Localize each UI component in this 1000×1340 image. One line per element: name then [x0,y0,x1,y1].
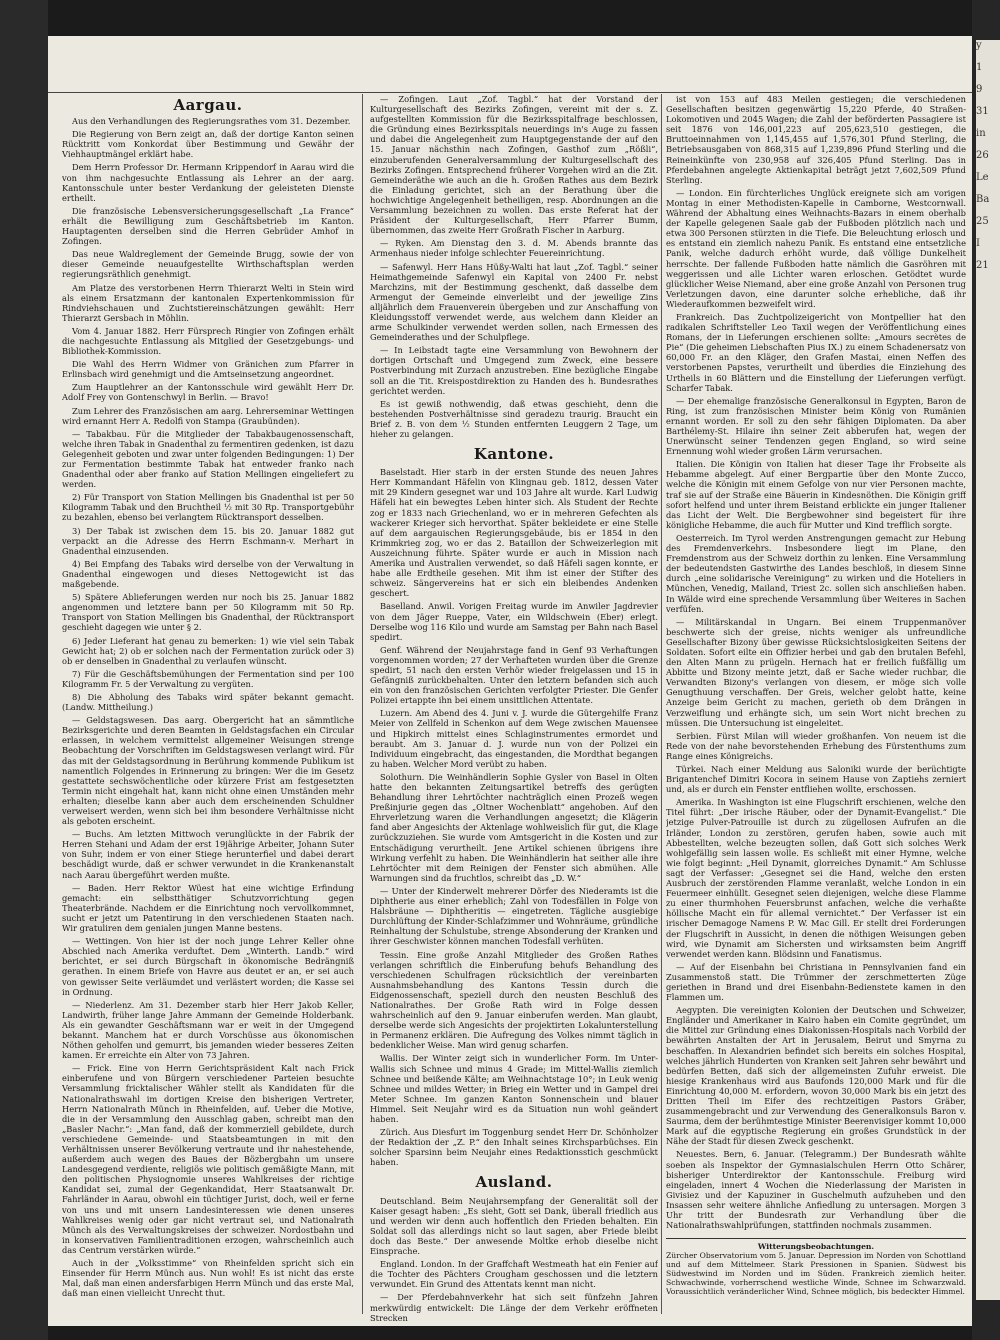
paragraph: — Unter der Kinderwelt mehrerer Dörfer des Niederamts ist die Diphtherie aus einer erheblich; Zahl von Todesfällen in Folge von Halsbräune — Diphtheritis — eingetreten. Tägliche ausgiebige Durchlüftung der Kinder-Schlafzimmer und Wohnräume, gründliche Reinhaltung der Schulstube, strenge Absonderung der Kranken und ihrer Geschwister können manchen Todesfall verhüten. [370,885,658,947]
paragraph: Am Platze des verstorbenen Herrn Thierarzt Welti in Stein wird als einem Ersatzmann der kantonalen Expertenkommission für Rindviehschauen und Zuchtstiereinschätzungen gewählt: Herr Thierarzt Gersbach in Möhlin. [62,282,354,323]
column-divider-2 [661,94,662,1314]
paragraph: — London. Ein fürchterliches Unglück ereignete sich am vorigen Montag in einer Methodisten-Kapelle in Camborne, Westcornwall. Während der Abhaltung eines Weihnachts-Bazars in einem oberhalb der Kapelle gelegenen Saale gab der Fußboden plötzlich nach und etwa 300 Personen stürzten in die Tiefe. Die Beleuchtung erlosch und es entstand ein ziemlich nahezu Panik. Es entstand eine entsetzliche Panik, welche dadurch erhöht wurde, daß völlige Dunkelheit herrschte. Der fallende Fußboden hatte nämlich die Gasröhren mit weggerissen und alle Lichter waren erloschen. Getödtet wurde glücklicher Weise Niemand, aber eine große Anzahl von Personen trug Verletzungen davon, eine darunter solche erhebliche, daß ihr Wiederaufkommen bezweifelt wird. [666,187,966,309]
paragraph: Amerika. In Washington ist eine Flugschrift erschienen, welche den Titel führt: „Der irische Räuber, oder der Dynamit-Evangelist.“ Die jetzige Pulver-Patrouille ist durch zu zügellosen Aufrufen an die Irländer, London zu zerstören, gerufen haben, sowie auch mit Abbestellten, welche bezeugten sollen, daß Gott sich solches Werk wohlgefällig sein lassen wolle. Es schließt mit einer Hymne, welche wie folgt beginnt: „Heil Dynamit, glorreiches Dynamit.“ Am Schlusse sagt der Verfasser: „Gesegnet sei die Hand, welche den ersten Ausbruch der zerstörenden Flamme veranlaßt, welche London in ein Feuermeer einhüllt. Gesegnet seien diejenigen, welche diese Flamme zu einer thurmhohen Feuersbrunst anfachen, welche die verhaßte höllische Macht ein für allemal vernichtet.“ Der Verfasser ist ein irischer Demagoge Namens P. W. Mac Gill. Er stellt drei Forderungen der Flugschrift in Aussicht, in denen die nöthigen Weisungen geben wird, wie Dynamit am Sichersten und wirksamsten beim Angriff verwendet werden kann. Blödsinn und Fanatismus. [666,797,966,959]
paragraph: — Militärskandal in Ungarn. Bei einem Truppenmanöver beschwerte sich der greise, nichts weniger als unfreundliche Gesellschafter Bizony über gewisse Rücksichtslosigkeiten Seitens der Soldaten. Sofort eilte ein Offizier herbei und gab den brutalen Befehl, den Alten Mann zu prügeln. Hernach hat er freilich fußfällig um Abbitte und Bizony meinte jetzt, daß er Sache wieder ruchbar, die Verwandten Bizony's verlangen von diesem, er möge sich volle Genugthuung verschaffen. Der Greis, welcher gelobt hatte, keine Anzeige beim Gericht zu machen, gerieth ob dem Drängen in Verzweiflung und erhängte sich, um sein Wort nicht brechen zu müssen. Die Untersuchung ist eingeleitet. [666,616,966,728]
paragraph: Frankreich. Das Zuchtpolizeigericht von Montpellier hat den radikalen Schriftsteller Leo Taxil wegen der Veröffentlichung eines Romans, der in Lieferungen erschienen sollte: „Amours secrètes de Pie“ (Die geheimen Liebschaften Pius IX.) zu einem Schadenersatz von 60,000 Fr. an den Kläger, den Grafen Mastai, einen Neffen des verstorbenen Papstes, verurtheilt und überdies die Einziehung des Urtheils in 60 Blättern und die Einstellung der Lieferungen verfügt. Scharfer Tabak. [666,311,966,393]
column-1 [62,94,354,1324]
next-page-fragment [976,40,1000,1300]
paragraph: — In Leibstadt tagte eine Versammlung von Bewohnern der dortigen Ortschaft und Umgegend zum Zweck, eine bessere Postverbindung mit Zurzach anzustreben. Eine bezügliche Eingabe soll an die Tit. Kreispostdirektion zu Handen des h. Bundesrathes gerichtet werden. [370,345,658,396]
column-2 [370,94,658,1324]
paragraph: Baselstadt. Hier starb in der ersten Stunde des neuen Jahres Herr Kommandant Häfelin von Klingnau geb. 1812, dessen Vater mit 29 Kindern gesegnet war und 103 Jahre alt wurde. Karl Ludwig Häfeli hat ein bewegtes Leben hinter sich. Als Student der Rechte zog er 1833 nach Griechenland, wo er in mehreren Gefechten als wackerer Krieger sich hervorthat. Später bekleidete er eine Stelle auf dem aargauischen Regierungsgebäude, bis er 1854 in den Krimmkrieg zog, wo er das 2. Bataillon der Schweizerlegion mit Auszeichnung führte. Später wurde er auch in Mission nach Amerika und Australien verwendet, so daß Häfeli sagen konnte, er habe alle Erdtheile gesehen. Mit ihm ist einer der Stifter des schweiz. Sängervereins hat er sich ein bleibendes Andenken geschert. [370,467,658,599]
paragraph: Vom 4. Januar 1882. Herr Fürsprech Ringier von Zofingen erhält die nachgesuchte Entlassung als Mitglied der Gesetzgebungs- und Bibliothek-Kommission. [62,325,354,357]
paragraph: Aegypten. Die vereinigten Kolonien der Deutschen und Schweizer, Engländer und Amerikaner in Kairo haben ein Comite gegründet, um die Mittel zur Gründung eines Diakonissen-Hospitals nach Vorbild der bewährten Anstalten der Art in Jerusalem, Beirut und Smyrna zu beschaffen. In Alexandrien befindet sich bereits ein solches Hospital, welches jährlich Hunderten von Kranken seit Jahren sehr bewährt und bedürfen Betten, daß sich der allgemeinsten Zufuhr erweist. Die hiesige Krankenhaus wird aus Baufonds 120,000 Mark und für die Einrichtung 40,000 M. erfordern, wovon 30,000 Mark bis ein jetzt des Dritten Theil im Eifer des rechtzeitigen Pastors Gräber, zusammengebracht und zur Verwendung des Generalkonsuls Baron v. Saurma, dem der berühmtestige Minister Beerenvisiger kommt 10,000 Mark auf die egyptische Regierung ein großes Grundstück in der Nähe der Stadt für diesen Zweck geschenkt. [666,1005,966,1147]
paragraph: Solothurn. Die Weinhändlerin Sophie Gysler von Basel in Olten hatte den bekannten Zeitungsartikel betreffs des gerügten Behandlung ihrer Lehrtöchter nachträglich einen Prozeß wegen Preßinjurie gegen das „Oltner Wochenblatt“ angehoben. Auf den Ehrverletzung waren die Verhandlungen angesetzt; die Klägerin fand aber Angesichts der Aktenlage wohlweislich für gut, die Klage zurückzuziehen. Sie wurde vom Amtsgericht in die Kosten und zur Entschädigung verurtheilt. Jene Artikel schienen übrigens ihre Wirkung verfehlt zu haben. Die Weinhändlerin hat seither alle ihre Lehrtöchter mit dem Reinigen der Fenster sich abmühen. Alle Warnungen sind da fruchtlos, schreibt das „D. W.“ [370,771,658,883]
fragment-text: 21 [976,260,989,271]
section-title-kantone: Kantone. [473,445,555,464]
paragraph: 5) Spätere Ablieferungen werden nur noch bis 25. Januar 1882 angenommen und letztere bann per 50 Kilogramm mit 50 Rp. Transport von Station Mellingen bis Gnadenthal, der Rücktransport geschieht dagegen wie unter § 2. [62,592,354,633]
paragraph: Baselland. Anwil. Vorigen Freitag wurde im Anwiler Jagdrevier von dem Jäger Rueppe, Vater, ein Wildschwein (Eber) erlegt. Derselbe wog 116 Kilo und wurde am Samstag per Bahn nach Basel spedirt. [370,601,658,642]
paragraph: Es ist gewiß nothwendig, daß etwas geschieht, denn die bestehenden Postverhältnisse sind geradezu traurig. Braucht ein Brief z. B. von dem ½ Stunden entfernten Leuggern 2 Tage, um hieher zu gelangen. [370,398,658,439]
paragraph: Das neue Waldreglement der Gemeinde Brugg, sowie der von dieser Gemeinde neuaufgestellte Wirthschaftsplan werden regierungsräthlich genehmigt. [62,249,354,280]
paragraph: — Wettingen. Von hier ist der noch junge Lehrer Keller ohne Abschied nach Amerika verduftet. Dem „Winterth. Landb.“ wird berichtet, er sei durch Bürgschaft in ökonomische Bedrängniß gerathen. In einem Briefe von Havre aus deutet er an, er sei auch von gewisser Seite verläumdet und verlästert worden; die Kasse sei in Ordnung. [62,936,354,997]
paragraph: — Geldstagswesen. Das aarg. Obergericht hat an sämmtliche Bezirksgerichte und deren Beamten in Geldstagsfachen ein Circular erlassen, in welchem vermittelst allgemeiner Weisungen strenge Beobachtung der Vorschriften im Geldstagswesen verlangt wird. Für das mit der Geldstagsordnung in Berührung kommende Publikum ist namentlich Folgendes in Erinnerung zu bringen: Wer die im Gesetz gestattete sechswöchentliche oder kürzere Frist am festgesetzten Termin nicht eingehalt hat, kann nicht ohne einen Umständen mehr erhalten; dieselbe kann aber auch dem erscheinenden Schuldner verweisert werden, wenn sich bei ihm besondere Verhältnisse nicht als geboten erscheint. [62,715,354,827]
paragraph: — Tabakbau. Für die Mitglieder der Tabakbaugenossenschaft, welche ihren Tabak in Gnadenthal zu fermentiren gedenken, ist dazu Gelegenheit geboten und zwar unter folgenden Bedingungen: 1) Der zur Fermentation bestimmte Tabak hat entweder franko nach Gnadenthal oder aber franko auf Station Mellingen eingeliefert zu werden. [62,428,354,490]
paragraph: Genf. Während der Neujahrstage fand in Genf 93 Verhaftungen vorgenommen worden; 27 der Verhafteten wurden über die Grenze spedirt, 51 nach den ersten Verhör wieder freigelassen und 15 in Gefängniß zurückbehalten. Unter den letztern befanden sich auch ein von den französischen Gerichten verfolgter Priester. Die Genfer Polizei ertappte ihn bei einem unsittlichen Attentate. [370,644,658,706]
section-title-ausland: Ausland. [475,1173,553,1192]
paragraph: Serbien. Fürst Milan will wieder großhanfen. Von neuem ist die Rede von der nahe bevorstehenden Erhebung des Fürstenthums zum Range eines Königreichs. [666,730,966,761]
fragment-text: I [976,238,980,249]
paragraph: Neuestes. Bern, 6. Januar. (Telegramm.) Der Bundesrath wählte soeben als Inspektor der Gymnasialschulen Herrn Otto Schärer, bisheriger Unterdirektor der Kantonsschule. Freiburg wird eingeladen, innert 4 Wochen die Niederlassung der Maristen in Givisiez und der Kapuziner in Guschelmuth aufzuheben und den Insassen sehr weitere ähnliche Anfiedlung zu untersagen. Morgen 3 Uhr tritt der Bundesrath zur Verhandlung über die Nationalrathswahlprüfungen, stattfinden nochmals zusammen. [666,1149,966,1231]
paragraph: Dem Herrn Professor Dr. Hermann Krippendorf in Aarau wird die von ihm nachgesuchte Entlassung als Lehrer an der aarg. Kantonsschule unter bester Verdankung der geleisteten Dienste ertheilt. [62,162,354,203]
paragraph: — Frick. Eine von Herrn Gerichtspräsident Kalt nach Frick einberufene und von Bürgern verschiedener Parteien besuchte Versammlung fricktalischer Wähler stellt als Kandidaten für die Nationalrathswahl im dortigen Kreise den bisherigen Vertreter, Herrn Nationalrath Münch in Rheinfelden, auf. Ueber die Motive, die in der Versammlung den Ausschlag gaben, schreibt man den „Basler Nachr.“: „Man fand, daß der kommerziell gebildete, durch verschiedene Gemeinde- und Staatsbeamtungen in mit den Verhältnissen unserer Bevölkerung vertraute und ihr nahestehende, außerdem auch wegen des Baues der Bözbergbahn um unsere Landesgegend verdiente, religiös wie politisch gemäßigte Mann, mit den politischen Physiognomie unseres Wahlkreises der richtige Kandidat sei, zumal der Gegenkandidat, Herr Staatsanwalt Dr. Fahrländer in Aarau, obwohl ein tüchtiger Jurist, doch, weil er ferne von uns und mit unsern Landesinteressen wie denen unseres Wahlkreises wenig oder gar nicht vertraut sei, und Nationalrath Münch als des Verwaltungskreises der schweizer. Nordostbahn und in konservativen Familientraditionen erzogen, wahrscheinlich auch das Centrum verstärken würde.“ [62,1063,354,1255]
newspaper-page [48,36,972,1326]
scan-left-margin [0,0,48,1340]
paragraph: — Der Pferdebahnverkehr hat sich seit fünfzehn Jahren merkwürdig entwickelt: Die Länge der dem Verkehr eröffneten Strecken [370,1292,658,1323]
paragraph: — Zofingen. Laut „Zof. Tagbl.“ hat der Vorstand der Kulturgesellschaft des Bezirks Zofingen, vereint mit der s. Z. aufgestellten Kommission für die Bezirksspitalfrage beschlossen, die Gründung eines Bezirksspitals neuerdings in's Auge zu fassen und dabei die Angelegenheit zum Hauptgegenstande der auf den 15. Januar nächsthin nach Zofingen, Gasthof zum „Rößli“, einzuberufenden Generalversammlung der Kulturgesellschaft des Bezirks Zofingen. Entsprechend früherer Vorgehen wird an die Zit. Gemeinderäthe wie auch an die h. Großen Rathes aus dem Bezirk die Einladung gerichtet, sich an der Berathung über die hochwichtige Angelegenheit betheiligen, resp. Abordnungen an die Versammlung bezeichnen zu wollen. Das erste Referat hat der Präsident der Kulturgesellschaft, Herr Pfarrer Bumm, übernommen, das zweite Herr Großrath Fischer in Aarburg. [370,94,658,236]
paragraph: Oesterreich. Im Tyrol werden Anstrengungen gemacht zur Hebung des Fremdenverkehrs. Insbesondere liegt im Plane, den Fremdenstrom aus der Schweiz dorthin zu lenken. Eine Versammlung der bedeutendsten Gastwirthe des Landes beschloß, in diesem Sinne durch „eine solidarische Vereinigung“ zu wirken und die Hoteliers in München, Venedig, Mailand, Triest 2c. sollen sich anschließen haben. In Wälde wird eine sprechende Versammlung über Weiteres in Sachen verfüfen. [666,532,966,614]
fragment-text: 9 [976,84,983,95]
paragraph: Italien. Die Königin von Italien hat dieser Tage ihr Frobseite als Hebamme abgelegt. Auf einer Bergpartie über den Monte Zucco, welche die Königin mit einem Gefolge von nur vier Personen machte, traf sie auf der Straße eine Bäuerin in Kindesnöthen. Die Königin griff sofort helfend und unter ihrem Beistand erblickte ein junger Italiener das Licht der Welt. Die Bergbewohner sind begeistert für ihre königliche Hebamme, die auch für Mutter und Kind trefflich sorgte. [666,459,966,530]
paragraph: — Auf der Eisenbahn bei Christiana in Pennsylvanien fand ein Zusammenstoß statt. Die Trümmer der zerschmetterten Züge geriethen in Brand und drei Eisenbahn-Bedienstete kamen in den Flammen um. [666,961,966,1003]
paragraph: ist von 153 auf 483 Meilen gestiegen; die verschiedenen Gesellschaften besitzen gegenwärtig 15,220 Pferde, 40 Straßen-Lokomotiven und 2045 Wagen; die Zahl der beförderten Passagiere ist seit 1876 von 146,001,223 auf 205,623,510 gestiegen, die Bruttoeinnahmen von 1,145,455 auf 1,576,301 Pfund Sterling, die Betriebsausgaben von 868,315 auf 1,239,896 Pfund Sterling und die Reineinkünfte von 230,958 auf 326,405 Pfund Sterling. Das in Pferdebahnen angelegte Aktienkapital beträgt jetzt 7,602,509 Pfund Sterling. [666,94,966,185]
paragraph: Wallis. Der Winter zeigt sich in wunderlicher Form. Im Unter-Wallis sich Schnee und minus 4 Grade; im Mittel-Wallis ziemlich Schnee und beißende Kälte; am Weihnachtstage 10°; in Leuk wenig Schnee und mildes Wetter; in Brieg ein Wetter und in Gampel drei Meter Schnee. Im ganzen Kanton Sonnenschein und blauer Himmel. Seit Neujahr wird es da Situation nun wohl geändert haben. [370,1053,658,1124]
paragraph: Aus den Verhandlungen des Regierungsrathes vom 31. Dezember. [72,116,351,127]
fragment-text: 31 [976,106,989,117]
weather-title: Witterungsbeobachtungen. [757,1242,875,1252]
fragment-text: 25 [976,216,989,227]
paragraph: — Ryken. Am Dienstag den 3. d. M. Abends brannte das Armenhaus nieder infolge schlechter Feuereinrichtung. [370,238,658,259]
fragment-text: Le [976,172,989,183]
paragraph: — Der ehemalige französische Generalkonsul in Egypten, Baron de Ring, ist zum französischen Minister beim König von Rumänien ernannt worden. Er soll zu den sehr fähigen Diplomaten. Da aber Barthélemy-St. Hilaire ihn seiner Zeit abberufen hat, wegen der Unerwünscht seiner Tendenzen gegen England, so wird seine Ernennung wohl wieder großen Lärm verursachen. [666,395,966,457]
section-title-aargau: Aargau. [173,96,243,114]
paragraph: — Safenwyl. Herr Hans Hüßy-Walti hat laut „Zof. Tagbl.“ seiner Heimathgemeinde Safenwyl ein Kapital von 2400 Fr. nebst Marchzins, mit der Bestimmung geschenkt, daß dasselbe dem Armengut der Gemeinde einverleibt und der jeweilige Zins alljährlich dem Frauenverein übergeben und zur Anschaffung von Kleidungsstoff verwendet werde, aus welchem dann Kleider an arme Schulkinder verwendet werden sollen, nach Ermessen des Gemeinderathes und der Schulpflege. [370,261,658,343]
paragraph: — Baden. Herr Rektor Wüest hat eine wichtige Erfindung gemacht: ein selbstthätiger Schutzvorrichtung gegen Theaterbrände. Nachdem er die Einrichtung noch vervollkommnet, sucht er jetzt um Patentirung in den verschiedenen Staaten nach. Wir gratuliren dem genialen jungen Manne bestens. [62,882,354,934]
paragraph: — Buchs. Am letzten Mittwoch verunglückte in der Fabrik der Herren Stehani und Adam der erst 19jährige Arbeiter, Johann Suter von Suhr, indem er von einer Stiege herunterfiel und dabei derart beschädigt wurde, daß er schwer verwundet in die Krankenanstalt nach Aarau übergeführt werden mußte. [62,829,354,880]
paragraph: Die französische Lebensversicherungsgesellschaft „La France“ erhält die Bewilligung zum Geschäftsbetrieb im Kanton. Hauptagenten derselben sind die Herren Gebrüder Amhof in Zofingen. [62,205,354,247]
fragment-text: in [976,128,986,139]
fragment-text: 26 [976,150,989,161]
paragraph: Auch in der „Volksstimme“ von Rheinfelden spricht sich ein Einsender für Herrn Münch aus. Nun wohl! Es ist nicht das erste Mal, daß man einen andersfarbigen Herrn Münch und das erste Mal, daß man einen vielleicht Unrecht thut. [62,1258,354,1299]
paragraph: Deutschland. Beim Neujahrsempfang der Generalität soll der Kaiser gesagt haben: „Es sieht, Gott sei Dank, überall friedlich aus und werden wir denn auch hoffentlich den Frieden behalten. Ein Soldat soll das allerdings nicht so laut sagen, aber Friede bleibt doch das Beste.“ Der anwesende Moltke erhob dieselbe nicht Einsprache. [370,1195,658,1257]
paragraph: Die Regierung von Bern zeigt an, daß der dortige Kanton seinen Rücktritt vom Konkordat über Bestimmung und Gewähr der Viehhauptmängel erklärt habe. [62,129,354,160]
paragraph: 2) Für Transport von Station Mellingen bis Gnadenthal ist per 50 Kilogramm Tabak und den Bruchtheil ½ mit 30 Rp. Transportgebühr zu bezahlen, ebenso bei verlangtem Rücktransport desselben. [62,492,354,523]
paragraph: 3) Der Tabak ist zwischen dem 15. bis 20. Januar 1882 gut verpackt an die Adresse des Herrn Eschmann-v. Merhart in Gnadenthal einzusenden. [62,525,354,556]
column-divider-1 [362,94,363,1314]
fragment-text: y [976,40,982,51]
paragraph: 7) Für die Geschäftsbemühungen der Fermentation sind per 100 Kilogramm Fr. 5 der Verwaltung zu vergüten. [62,668,354,689]
paragraph: — Niederlenz. Am 31. Dezember starb hier Herr Jakob Keller, Landwirth, früher lange Jahre Ammann der Gemeinde Holderbank. Als ein gewandter Geschäftsmann war er weit in der Umgegend bekannt. Manchem hat er durch Vorschüsse aus ökonomischen Nöthen geholfen und gemurrt, bis jemanden wieder besseres Zeiten kamen. Er erreichte ein Alter von 73 Jahren. [62,999,354,1061]
paragraph: Zum Lehrer des Französischen am aarg. Lehrerseminar Wettingen wird ernannt Herr A. Redolfi von Stampa (Graubünden). [62,405,354,426]
scan-right-margin [972,0,1000,1340]
paragraph: Türkei. Nach einer Meldung aus Saloniki wurde der berüchtigte Brigantenchef Dimitri Kocora in seinem Hause von Zaptiehs zerniert und, als er durch ein Fenster entfliehen wollte, erschossen. [666,764,966,795]
paragraph: England. London. In der Graffchaft Westmeath hat ein Fenier auf die Tochter des Pächters Crougham geschossen und die letztern verwundet. Ein Grund des Attentats kennt man nicht. [370,1259,658,1290]
paragraph: Luzern. Am Abend des 4. Juni v. J. wurde die Gütergehilfe Franz Meier von Zellfeld in Schenkon auf dem Wege zwischen Mauensee und Hipkirch mittelst eines Schlaginstrumentes ermordet und beraubt. Am 3. Januar d. J. wurde nun von der Polizei ein Individuum eingebracht, das eingestanden, die Mordthat begangen zu haben. Welcher Mord verübt zu haben. [370,708,658,769]
fragment-text: Ba [976,194,990,205]
paragraph: 8) Die Abholung des Tabaks wird später bekannt gemacht. (Landw. Mittheilung.) [62,691,354,713]
paragraph: Die Wahl des Herrn Widmer von Gränichen zum Pfarrer in Erlinsbach wird genehmigt und die Amtseinsetzung angeordnet. [62,359,354,380]
paragraph: Zürich. Aus Diesfurt im Toggenburg sendet Herr Dr. Schönholzer der Redaktion der „Z. P.“ den Inhalt seines Kirchsparbüchses. Ein solcher Sparsinn beim Neujahr eines Redaktionsstich geschmückt haben. [370,1127,658,1168]
header-rule [48,92,972,93]
column-3 [666,94,966,1324]
fragment-text: 1 [976,62,983,73]
paragraph: Zum Hauptlehrer an der Kantonsschule wird gewählt Herr Dr. Adolf Frey von Gontenschwyl in Berlin. — Bravo! [62,382,354,403]
weather-report [666,1238,966,1296]
weather-text: Zürcher Observatorium vom 5. Januar. Depression im Norden von Schottland und auf dem Mittelmeer. Stark Pressionen in Spanien. Südwest bis Südwestwind im Norden und im Süden. Frankreich ziemlich heiter. Schwachwinde, vorherrschend westliche Winde, Schnee im Schwarzwald. Voraussichtlich veränderlicher Wind, Schnee möglich, bis bedeckter Himmel. [666,1251,966,1297]
paragraph: 6) Jeder Lieferant hat genau zu bemerken: 1) wie viel sein Tabak Gewicht hat; 2) ob er solchen nach der Fermentation zurück oder 3) ob er denselben in Gnadenthal zu verlaufen wünscht. [62,635,354,666]
paragraph: Tessin. Eine große Anzahl Mitglieder des Großen Rathes verlangen schriftlich die Einberufung behufs Behandlung des verschiedenen Schulfragen rücksichtlich der vereinbarten Ausnahmsbehandlung des Kantons Tessin durch die Eidgenossenschaft, speziell durch den neusten Beschluß des Nationalrathes. Der Große Rath wird in Folge dessen wahrscheinlich auf den 9. Januar einberufen werden. Man glaubt, derselbe werde sich Angesichts der projektirten Lokalunterstellung in Permanenz erklären. Die Aufregung des Volkes nimmt täglich in bedenklicher Weise. Man wird genug scharfen. [370,949,658,1051]
paragraph: 4) Bei Empfang des Tabaks wird derselbe von der Verwaltung in Gnadenthal eingewogen und dieses Nettogewicht ist das maßgebende. [62,558,354,590]
